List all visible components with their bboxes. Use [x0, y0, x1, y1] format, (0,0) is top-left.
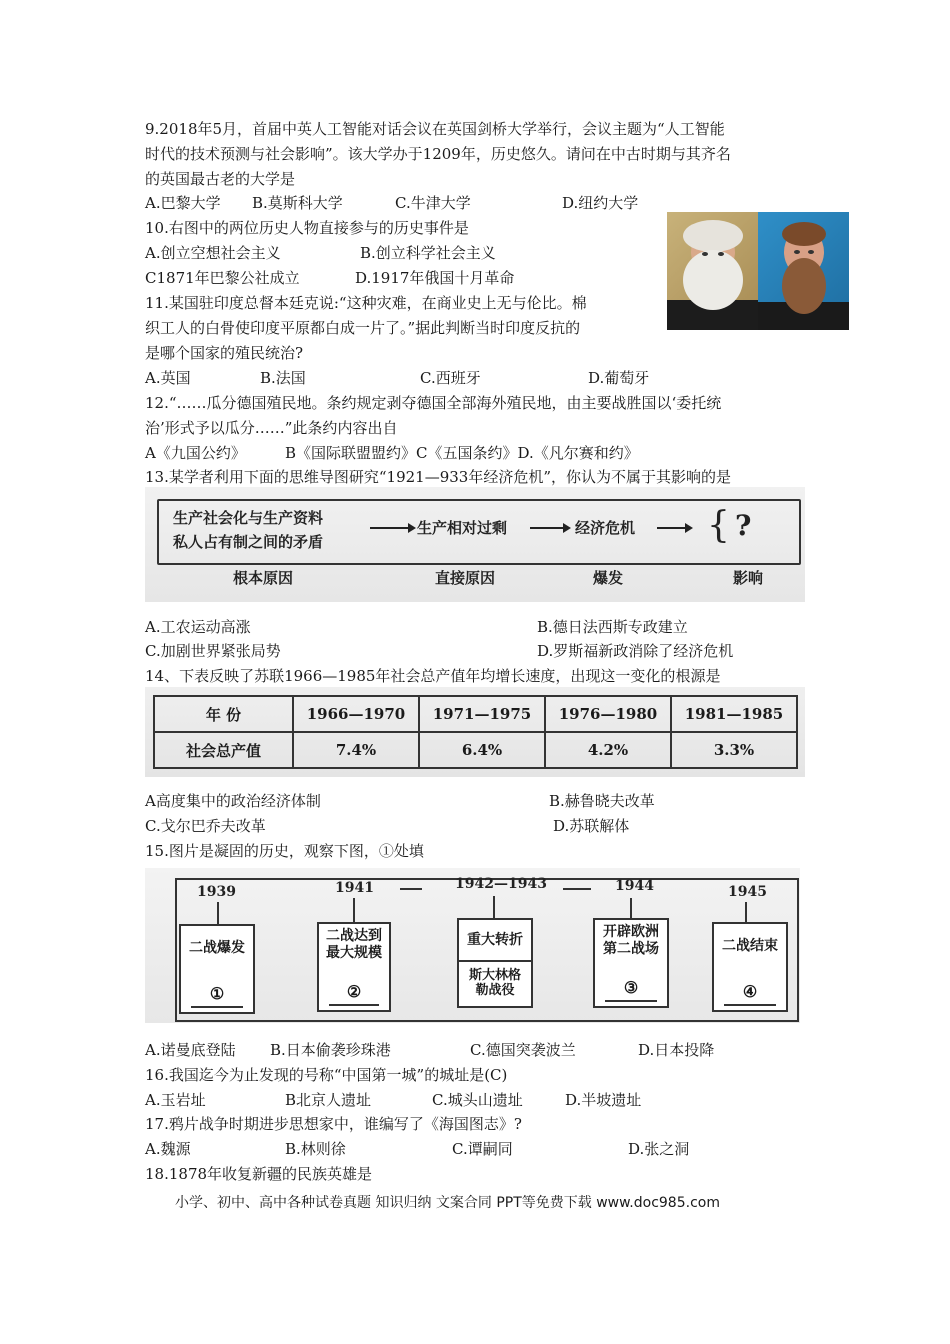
timeline-dash: [563, 888, 591, 890]
timeline-event-3: [457, 918, 533, 1008]
table-header-year: 年 份: [154, 696, 293, 732]
q9-option-d: D.纽约大学: [562, 194, 639, 212]
q11-stem-line2: 织工人的白骨使印度平原都白成一片了。”据此判断当时印度反抗的: [145, 319, 581, 337]
mindmap-direct-cause: 生产相对过剩: [417, 519, 508, 537]
timeline-event-label: 开辟欧洲第二战场: [603, 924, 659, 957]
q9-stem-line2: 时代的技术预测与社会影响”。该大学办于1209年，历史悠久。请问在中古时期与其齐名: [145, 145, 731, 163]
timeline-blank-4: ④: [742, 982, 758, 1001]
timeline-blank-1: ①: [209, 984, 225, 1003]
table-year-cell: 1966—1970: [293, 696, 419, 732]
mindmap-label-root: 根本原因: [233, 569, 294, 587]
q9-stem-line3: 的英国最古老的大学是: [145, 170, 296, 188]
timeline-connector: [493, 896, 495, 918]
gdp-growth-table: [153, 695, 798, 769]
q9-option-c: C.牛津大学: [395, 194, 471, 212]
q16-option-a: A.玉岩址: [145, 1091, 206, 1109]
timeline-connector: [217, 902, 219, 924]
portrait-left: [667, 212, 758, 330]
table-value-cell: 4.2%: [545, 732, 671, 768]
q14-option-b: B.赫鲁晓夫改革: [549, 792, 655, 810]
timeline-event-1: [179, 924, 255, 1014]
mindmap-cause-line2: 私人占有制之间的矛盾: [173, 533, 324, 551]
q10-option-b: B.创立科学社会主义: [360, 244, 496, 262]
timeline-year: 1944: [615, 878, 654, 894]
q12-stem-line1: 12.“……瓜分德国殖民地。条约规定剥夺德国全部海外殖民地，由主要战胜国以‘委托统: [145, 394, 722, 412]
timeline-year: 1939: [197, 884, 236, 900]
mindmap-question-mark: ?: [735, 509, 752, 542]
q11-option-c: C.西班牙: [420, 369, 481, 387]
q12-option-a: A《九国公约》: [145, 444, 246, 462]
q17-option-a: A.魏源: [145, 1140, 191, 1158]
table-year-cell: 1971—1975: [419, 696, 545, 732]
table-row: [154, 732, 797, 768]
q14-stem-line1: 14、下表反映了苏联1966—1985年社会总产值年均增长速度，出现这一变化的根源是: [145, 667, 721, 685]
q12-option-bcd: B《国际联盟盟约》C《五国条约》D.《凡尔赛和约》: [285, 444, 639, 462]
timeline-event-label: 二战结束: [722, 938, 778, 954]
q12-stem-line2: 治’形式予以瓜分……”此条约内容出自: [145, 419, 398, 437]
q13-option-b: B.德日法西斯专政建立: [537, 618, 688, 636]
q11-option-a: A.英国: [145, 369, 191, 387]
timeline-connector: [353, 898, 355, 922]
timeline-event-label: 重大转折: [467, 932, 523, 948]
q13-option-c: C.加剧世界紧张局势: [145, 642, 281, 660]
q14-option-a: A高度集中的政治经济体制: [145, 792, 321, 810]
q10-option-d: D.1917年俄国十月革命: [355, 269, 515, 287]
q10-stem-line1: 10.右图中的两位历史人物直接参与的历史事件是: [145, 219, 469, 237]
q18-stem-line1: 18.1878年收复新疆的民族英雄是: [145, 1165, 373, 1183]
timeline-event-2: [317, 922, 391, 1012]
q14-option-d: D.苏联解体: [553, 817, 630, 835]
q17-option-d: D.张之洞: [628, 1140, 690, 1158]
page-footer: 小学、初中、高中各种试卷真题 知识归纳 文案合同 PPT等免费下载 www.doc985.com: [175, 1195, 720, 1211]
q13-option-d: D.罗斯福新政消除了经济危机: [537, 642, 734, 660]
table-value-cell: 7.4%: [293, 732, 419, 768]
q11-stem-line1: 11.某国驻印度总督本廷克说:“这种灾难，在商业史上无与伦比。棉: [145, 294, 587, 312]
timeline-blank-3: ③: [623, 978, 639, 997]
q10-option-a: A.创立空想社会主义: [145, 244, 281, 262]
q9-stem-line1: 9.2018年5月，首届中英人工智能对话会议在英国剑桥大学举行，会议主题为“人工智能: [145, 120, 725, 138]
mindmap-bracket: {: [707, 505, 730, 546]
timeline-blank-2: ②: [346, 982, 362, 1001]
timeline-event-label: 二战达到最大规模: [326, 928, 382, 961]
q16-stem-line1: 16.我国迄今为止发现的号称“中国第一城”的城址是(C): [145, 1066, 508, 1084]
timeline-box-divider: [459, 960, 531, 962]
q9-option-a: A.巴黎大学: [145, 194, 221, 212]
q16-option-c: C.城头山遗址: [432, 1091, 523, 1109]
q11-option-b: B.法国: [260, 369, 306, 387]
q17-option-b: B.林则徐: [285, 1140, 346, 1158]
timeline-connector: [745, 902, 747, 924]
q17-option-c: C.谭嗣同: [452, 1140, 513, 1158]
q9-option-b: B.莫斯科大学: [252, 194, 343, 212]
q16-option-d: D.半坡遗址: [565, 1091, 642, 1109]
q11-stem-line3: 是哪个国家的殖民统治?: [145, 344, 304, 362]
timeline-event-label: 二战爆发: [189, 940, 245, 956]
portrait-right: [758, 212, 849, 330]
timeline-event-4: [593, 918, 669, 1008]
timeline-blank-underline: [329, 1004, 379, 1006]
q17-stem-line1: 17.鸦片战争时期进步思想家中，谁编写了《海国图志》?: [145, 1115, 522, 1133]
table-year-cell: 1976—1980: [545, 696, 671, 732]
gdp-table-image: [145, 687, 805, 777]
table-row-label: 社会总产值: [154, 732, 293, 768]
timeline-year: 1945: [728, 884, 767, 900]
q15-stem-line1: 15.图片是凝固的历史，观察下图，①处填: [145, 842, 424, 860]
q16-option-b: B北京人遗址: [285, 1091, 372, 1109]
mindmap-diagram: [145, 487, 805, 602]
timeline-connector: [630, 898, 632, 920]
q15-option-b: B.日本偷袭珍珠港: [270, 1041, 391, 1059]
mindmap-crisis: 经济危机: [575, 519, 636, 537]
timeline-year: 1941: [335, 880, 374, 896]
timeline-event-sub: 斯大林格勒战役: [468, 968, 521, 998]
mindmap-label-impact: 影响: [733, 569, 764, 587]
portraits-image: [667, 212, 849, 330]
timeline-event-5: [712, 922, 788, 1012]
table-year-cell: 1981—1985: [671, 696, 797, 732]
q10-option-c: C1871年巴黎公社成立: [145, 269, 300, 287]
timeline-blank-underline: [191, 1006, 243, 1008]
table-value-cell: 3.3%: [671, 732, 797, 768]
mindmap-cause-line1: 生产社会化与生产资料: [173, 509, 324, 527]
mindmap-arrow-1: [370, 527, 410, 529]
q11-option-d: D.葡萄牙: [588, 369, 650, 387]
mindmap-label-direct: 直接原因: [435, 569, 496, 587]
mindmap-arrow-3: [657, 527, 687, 529]
timeline-dash: [400, 888, 422, 890]
q13-stem-line1: 13.某学者利用下面的思维导图研究“1921—933年经济危机”，你认为不属于其影响的是: [145, 468, 731, 486]
ww2-timeline-diagram: [145, 868, 800, 1023]
timeline-blank-underline: [724, 1004, 776, 1006]
mindmap-label-outbreak: 爆发: [593, 569, 624, 587]
q15-option-a: A.诺曼底登陆: [145, 1041, 236, 1059]
q15-option-d: D.日本投降: [638, 1041, 715, 1059]
timeline-blank-underline: [605, 1000, 657, 1002]
q15-option-c: C.德国突袭波兰: [470, 1041, 576, 1059]
mindmap-arrow-2: [530, 527, 565, 529]
table-row: [154, 696, 797, 732]
q14-option-c: C.戈尔巴乔夫改革: [145, 817, 266, 835]
timeline-year: 1942—1943: [455, 876, 547, 892]
q13-option-a: A.工农运动高涨: [145, 618, 251, 636]
table-value-cell: 6.4%: [419, 732, 545, 768]
